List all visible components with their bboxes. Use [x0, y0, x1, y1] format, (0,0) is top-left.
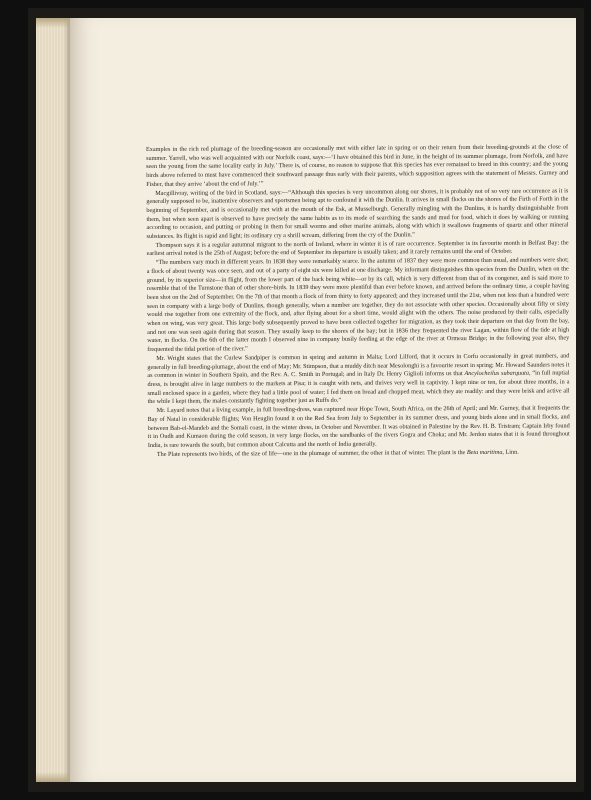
paragraph-2: Macgillivray, writing of the bird in Scotland, says:—“Although this species is very uncommon along our shores, it is probably not of so very rare occurrence as it is generally supposed to be, inattentive observers and sportsmen being apt to confound it with the Dunlin. It arrives in small flocks on the shores of the Firth of Forth in the beginning of September, and is occasionally met with at the mouth of the Esk, at Musselburgh. Generally mingling with the Dunlins, it is hardly distinguishable from them, but when seen apart is observed to have precisely the same habits as to its mode of searching the sands and mud for food, which it does by walking or running according to occasion, and putting or probing in them for small worms and other marine animals, along with which it swallows fragments of quartz and other mineral substances. Its flight is rapid and light; its ordinary cry a shrill scream, differing from the cry of the Dunlin.”: [146, 186, 569, 241]
paragraph-7: The Plate represents two birds, of the size of life—one in the plumage of summer, the other in that of winter. The plant is the Beta maritima, Linn.: [156, 448, 519, 458]
paragraph-6: Mr. Layard notes that a living example, in full breeding-dress, was captured near Hope Town, South Africa, on the 26th of April; and Mr. Gurney, that it frequents the Bay of Natal in considerable flights; Von Heuglin found it on the Red Sea from July to September in its summer dress, and young birds alone and in small flocks, and between Bab-el-Mandeb and the Somali coast, in the winter dress, in October and November. It was obtained in Palestine by the Rev. H. B. Tristram; Captain Irby found it in Oudh and Kumaon during the cold season, in very large flocks, on the sandbanks of the rivers Gogra and Choka; and Mr. Jerdon states that it is found throughout India, is rare towards the south, but common about Calcutta and the north of India generally.: [147, 404, 570, 449]
paragraph-5: Mr. Wright states that the Curlew Sandpiper is common in spring and autumn in Malta; Lord Lilford, that it occurs in Corfu occasionally in great numbers, and generally in full breeding-plumage, about the end of May; Mr. Stimpson, that a muddy ditch near Mesolonghi is a favourite resort in spring; Mr. Howard Saunders notes it as common in winter in Southern Spain, and the Rev. A. C. Smith in Portugal; and in Italy Dr. Henry Giglioli informs us that Ancylocheilus subarquata, “in full nuptial dress, is brought alive in large numbers to the markets at Pisa; it is caught with nets, and thrives very well in captivity. I kept nine or ten, for about three months, in a small enclosed space in a garden, where they had a little pool of water; I fed them on bread and chopped meat, which they ate readily: and they were brisk and active all the while I kept them, the males constantly fighting together just as Ruffs do.”: [147, 352, 570, 406]
page-edges: [36, 18, 70, 782]
paragraph-3: Thompson says it is a regular autumnal migrant to the north of Ireland, where in winter it is of rare occurrence. September is its favourite month in Belfast Bay: the earliest arrival noted is the 25th of August; before the end of September its departure is usually taken; and it rarely remains until the end of October.: [146, 239, 569, 258]
book-page: [70, 18, 576, 782]
page-text: [146, 143, 570, 459]
paragraph-1: Examples in the rich red plumage of the breeding-season are occasionally met with either late in spring or on their return from their breeding-grounds at the close of summer. Yarrell, who was well acquainted with our Norfolk coast, says:—‘I have obtained this bird in June, in the height of its summer plumage, from Norfolk, and have seen the young from the same locality early in July.’ There is, of course, no reason to suppose that this species has ever remained to breed in this country; and the young birds above referred to must have commenced their southward passage thus early with their parents, which supposition agrees with the statement of Messrs. Gurney and Fisher, that they arrive ‘about the end of July.’”: [146, 143, 569, 188]
paragraph-4: “The numbers vary much in different years. In 1838 they were remarkably scarce. In the autumn of 1837 they were more common than usual, and numbers were shot; a flock of about twenty was once seen, and out of a party of eight six were killed at one discharge. My informant distinguishes this species from the Dunlin, when on the ground, by its superior size—in flight, from the lower part of the back being white—or by its call, which is very different from that of its congener, and is said more to resemble that of the Turnstone than of other shore-birds. In 1839 they were more plentiful than ever before known, and arrived before the ordinary time, a couple having been shot on the 2nd of September. On the 7th of that month a flock of from thirty to forty appeared; and they increased until the 21st, when not less than a hundred were seen in company with a large body of Dunlins, though generally, when a number are together, they do not associate with other species. Occasionally about fifty or sixty would rise together from one extremity of the flock, and, after flying about for a short time, would alight with the others. The noise produced by their calls, especially when on wing, was very great. This large body subsequently proved to have been collected together for migration, as they took their departure on that day from the bay, and not one was seen again during that season. They usually keep to the shores of the bay; but in 1836 they frequented the river Lagan, within flow of the tide at high water, in flocks. On the 6th of the latter month I observed nine in company busily feeding at the edge of the river at Ormeau Bridge; in the following year also, they frequented the tidal portion of the river.”: [146, 256, 570, 354]
